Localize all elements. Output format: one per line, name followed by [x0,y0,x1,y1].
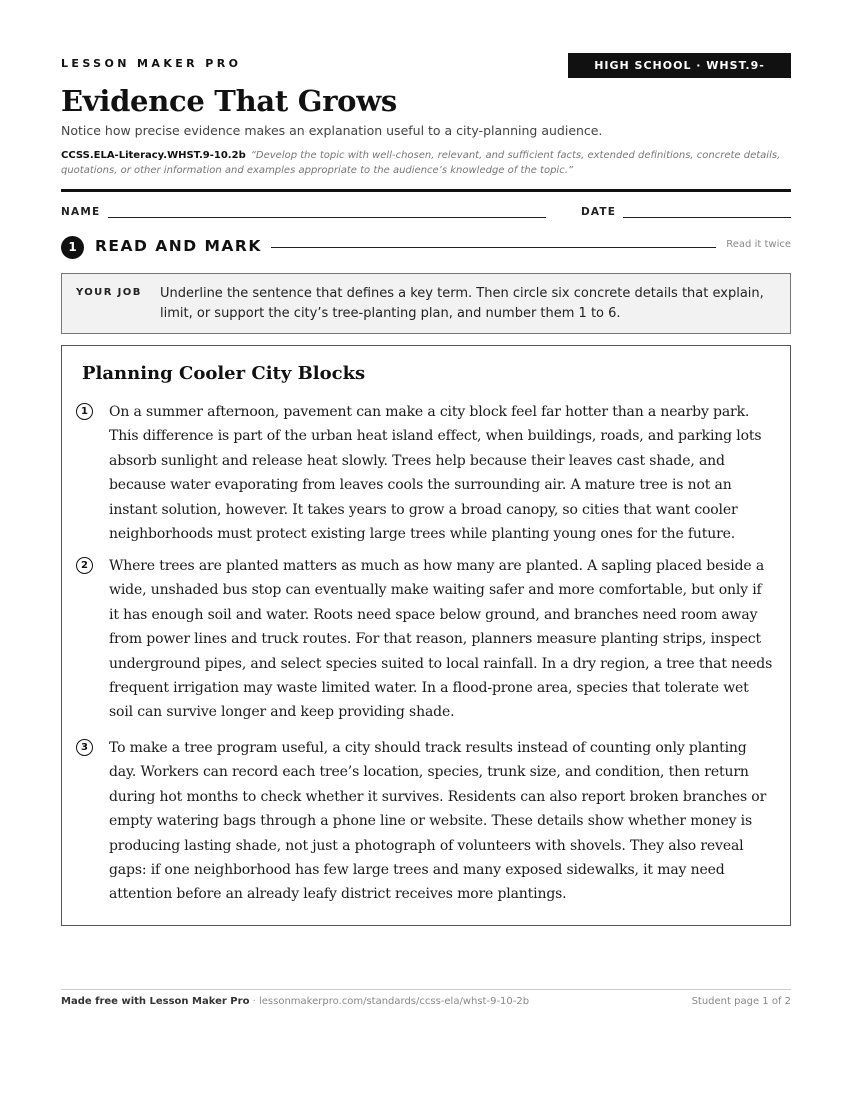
standard-statement [61,148,791,178]
page-subtitle: Notice how precise evidence makes an explanation useful to a city-planning audience. [61,123,603,138]
paragraph-text: On a summer afternoon, pavement can make a city block feel far hotter than a nearby park. This difference is part of the urban heat island effect, when buildings, roads, and parking lots absorb sunlight and release heat slowly. Trees help because their leaves cast shade, and because water evaporating from leaves cools the surrounding air. A mature tree is not an instant solution, however. It takes years to grow a broad canopy, so cities that want cooler neighborhoods must protect existing large trees while planting young ones for the future. [109,404,762,543]
brand-name: LESSON MAKER PRO [61,57,242,70]
standard-quote: “Develop the topic with well-chosen, relevant, and sufficient facts, extended definitions, concrete details, quotations, or other information and examples appropriate to the audience’s knowledge of the topic.” [61,150,781,176]
standard-code: CCSS.ELA-Literacy.WHST.9-10.2b [61,150,246,161]
footer-url[interactable]: lessonmakerpro.com/standards/ccss-ela/whst-9-10-2b [258,996,530,1007]
date-field-line[interactable] [623,217,791,218]
passage-title: Planning Cooler City Blocks [82,363,366,384]
section-divider [271,247,716,248]
section-note: Read it twice [726,239,791,250]
instructions-text: Underline the sentence that defines a key term. Then circle six concrete details that explain, limit, or support the city’s tree-planting plan, and number them 1 to 6. [160,286,764,321]
footer-made-with: Made free with Lesson Maker Pro [61,996,250,1007]
paragraph-number: 2 [76,557,93,574]
instructions-label: YOUR JOB [76,287,142,298]
name-label: NAME [61,206,101,218]
section-number: 1 [61,236,84,259]
footer-credit: Made free with Lesson Maker Pro · lessonmakerpro.com/standards/ccss-ela/whst-9-10-2b [61,996,530,1007]
date-label: DATE [581,206,617,218]
reading-passage [61,345,791,926]
footer-page-number: Student page 1 of 2 [691,996,791,1007]
paragraph-number: 1 [76,403,93,420]
grade-standard-badge: HIGH SCHOOL · WHST.9-10.2b [568,53,791,78]
header-divider [61,189,791,192]
section-title: READ AND MARK [95,237,262,255]
paragraph-number: 3 [76,739,93,756]
name-field-line[interactable] [108,217,546,218]
paragraph-text: Where trees are planted matters as much as how many are planted. A sapling placed beside a wide, unshaded bus stop can eventually make waiting safer and more comfortable, but only if it has enough soil and water. Roots need space below ground, and branches need room away from power lines and truck routes. For that reason, planners measure planting strips, inspect underground pipes, and select species suited to local rainfall. In a dry region, a tree that needs frequent irrigation may waste limited water. In a flood-prone area, species that tolerate wet soil can survive longer and keep providing shade. [109,558,773,721]
instructions-box [61,273,791,334]
footer-divider [61,989,791,990]
page-title: Evidence That Grows [61,84,397,118]
paragraph-text: To make a tree program useful, a city should track results instead of counting only planting day. Workers can record each tree’s location, species, trunk size, and condition, then return during hot months to check whether it survives. Residents can also report broken branches or empty watering bags through a phone line or website. These details show whether money is producing lasting shade, not just a photograph of volunteers with shovels. They also reveal gaps: if one neighborhood has few large trees and many exposed sidewalks, it may need attention before an already leafy district receives more plantings. [109,740,767,903]
